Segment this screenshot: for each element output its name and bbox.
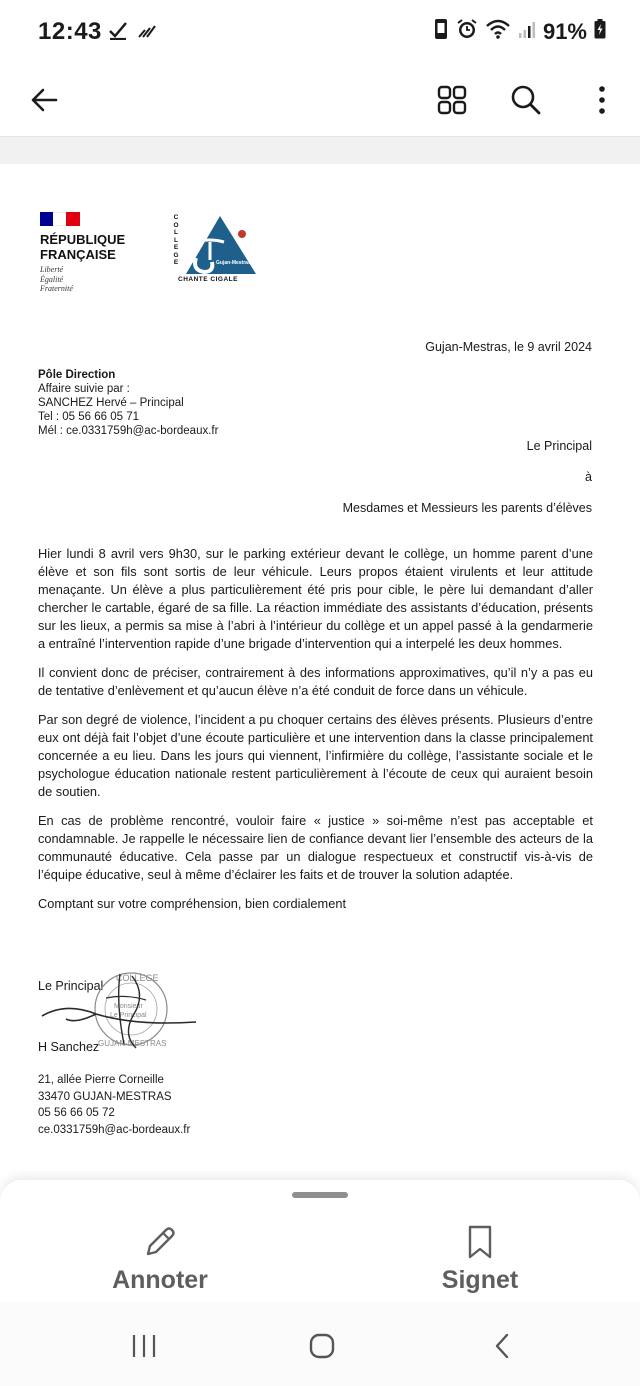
paragraph: Par son degré de violence, l’incident a pu choquer certains des élèves présents. Plusieurs d’entre eux ont déjà fait l’objet d’une écoute particulière et une intervention dans la classe principalement concernée a eu lieu. Dans les jours qui viennent, l’infirmière du collège, l’assistante sociale et le psychologue éducation nationale restent particulièrement à l’écoute de ceux qui auraient besoin de soutien. bbox=[38, 712, 593, 799]
chevron-left-icon bbox=[492, 1332, 512, 1360]
status-bar bbox=[0, 0, 640, 64]
wifi-icon bbox=[485, 18, 511, 45]
bookmark-button[interactable] bbox=[400, 1224, 560, 1302]
marianne-flag-icon bbox=[40, 212, 80, 226]
bottom-sheet bbox=[0, 1180, 640, 1302]
home-icon bbox=[308, 1332, 336, 1360]
grid-view-icon bbox=[436, 84, 468, 116]
letter-date: Gujan-Mestras, le 9 avril 2024 bbox=[425, 340, 592, 354]
college-mountain-icon bbox=[180, 212, 260, 278]
pencil-icon bbox=[142, 1224, 178, 1260]
status-left-icons bbox=[108, 20, 156, 45]
app-bar bbox=[0, 64, 640, 136]
rf-motto-3: Fraternité bbox=[40, 284, 73, 293]
annotate-button[interactable] bbox=[80, 1224, 240, 1302]
system-nav-bar bbox=[0, 1302, 640, 1386]
sender-tel: Tel : 05 56 66 05 71 bbox=[38, 411, 140, 423]
college-inner-text: Gujan-Mestras bbox=[216, 260, 251, 266]
republique-francaise-logo bbox=[40, 212, 125, 294]
address-block bbox=[38, 1072, 190, 1138]
address-line: 33470 GUJAN-MESTRAS bbox=[38, 1090, 172, 1103]
paragraph: Comptant sur votre compréhension, bien cordialement bbox=[38, 896, 346, 911]
rf-motto-1: Liberté bbox=[40, 265, 64, 274]
recent-apps-button[interactable] bbox=[114, 1326, 174, 1366]
back-nav-button[interactable] bbox=[472, 1326, 532, 1366]
battery-charging-icon bbox=[594, 19, 606, 44]
sender-pole: Pôle Direction bbox=[38, 369, 116, 381]
recipient-from: Le Principal bbox=[526, 439, 592, 453]
page-gap bbox=[0, 136, 640, 164]
home-button[interactable] bbox=[292, 1326, 352, 1366]
college-name: CHANTE CIGALE bbox=[178, 276, 238, 283]
rf-motto-2: Égalité bbox=[40, 274, 64, 284]
stamp-bottom-text: GUJAN-MESTRAS bbox=[98, 1039, 167, 1048]
stamp-top-text: COLLEGE bbox=[116, 973, 159, 983]
search-icon bbox=[510, 84, 542, 116]
paragraph: Il convient donc de préciser, contrairement à des informations approximatives, qu’il n’y a pas eu de tentative d’enlèvement et qu’aucun élève n’a été conduit de force dans un véhicule. bbox=[38, 665, 593, 698]
stamp-mid-text: Monsieur bbox=[114, 1003, 143, 1010]
grid-view-button[interactable] bbox=[426, 74, 478, 126]
back-arrow-icon bbox=[29, 85, 59, 115]
search-button[interactable] bbox=[500, 74, 552, 126]
paragraph: En cas de problème rencontré, vouloir faire « justice » soi-même n’est pas acceptable et condamnable. Je rappelle le nécessaire lien de confiance devant lier l’ensemble des acteurs de la communauté éducative. Cela passe par un dialogue respectueux et constructif vis-à-vis de l’équipe éducative, seul à même d’éclairer les faits et de trouver la solution adaptée. bbox=[38, 813, 593, 882]
annotate-label: Annoter bbox=[112, 1266, 208, 1294]
rf-line2: FRANÇAISE bbox=[40, 247, 116, 262]
sender-mel: Mél : ce.0331759h@ac-bordeaux.fr bbox=[38, 425, 219, 437]
back-button[interactable] bbox=[18, 74, 70, 126]
signature-name: H Sanchez bbox=[38, 1040, 100, 1054]
address-line: 05 56 66 05 72 bbox=[38, 1107, 115, 1119]
more-options-button[interactable] bbox=[576, 74, 628, 126]
recipient-a: à bbox=[585, 470, 592, 484]
address-line: 21, allée Pierre Corneille bbox=[38, 1074, 164, 1086]
signature-stamp-icon bbox=[36, 964, 206, 1054]
sender-block bbox=[38, 368, 218, 438]
battery-percent: 91% bbox=[542, 18, 587, 44]
sender-affaire: Affaire suivie par : bbox=[38, 383, 130, 395]
college-vertical-text: C O L L E G E bbox=[173, 214, 179, 266]
more-vertical-icon bbox=[597, 85, 607, 115]
paragraph: Hier lundi 8 avril vers 9h30, sur le parking extérieur devant le collège, un homme parent d’une élève et son fils sont sortis de leur véhicule. Leurs propos étaient virulents et leur attitude menaçante. Un élève a plus particulièrement été pris pour cible, le père lui demandant d’aller chercher le cartable, égaré de sa fille. La réaction immédiate des assistants d’éducation, présents sur les lieux, a permis sa mise à l’abri à l’intérieur du collège et un appel passé à la gendarmerie a entraîné l’intervention rapide d’une brigade d’intervention qui a interpelé les deux hommes. bbox=[38, 546, 593, 651]
rf-line1: RÉPUBLIQUE bbox=[40, 232, 126, 247]
letter-body bbox=[38, 545, 593, 924]
cell-signal-icon bbox=[518, 19, 536, 44]
status-right-icons bbox=[433, 18, 606, 45]
bookmark-label: Signet bbox=[441, 1266, 519, 1294]
address-line: ce.0331759h@ac-bordeaux.fr bbox=[38, 1123, 191, 1136]
checkmark-icon bbox=[108, 20, 128, 45]
sheet-drag-handle[interactable] bbox=[292, 1192, 348, 1198]
recent-apps-icon bbox=[130, 1333, 158, 1359]
bookmark-icon bbox=[465, 1224, 495, 1260]
sender-name: SANCHEZ Hervé – Principal bbox=[38, 397, 184, 409]
signal-slash-icon bbox=[136, 20, 156, 45]
status-time: 12:43 bbox=[38, 18, 102, 45]
alarm-icon bbox=[456, 18, 478, 45]
recipient-to: Mesdames et Messieurs les parents d’élèves bbox=[342, 501, 592, 515]
document-page[interactable] bbox=[0, 164, 640, 1180]
phone-icon bbox=[433, 18, 449, 45]
stamp-mid2-text: Le Principal bbox=[110, 1012, 147, 1019]
signature-label: Le Principal bbox=[38, 979, 104, 993]
